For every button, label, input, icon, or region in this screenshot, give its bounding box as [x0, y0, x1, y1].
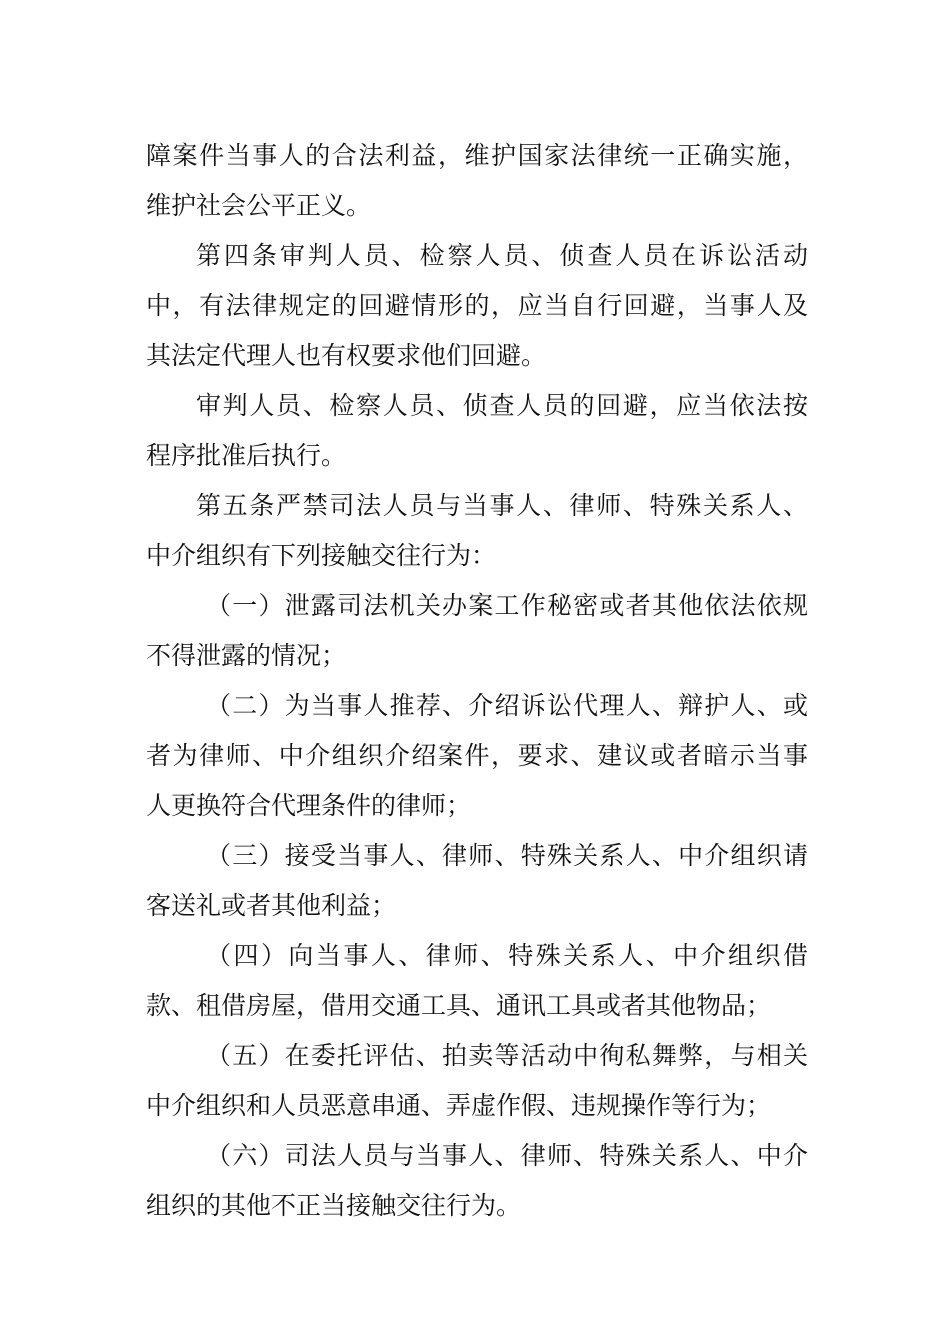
document-page: [146, 131, 808, 1231]
text-line: 组织的其他不正当接触交往行为。: [146, 1191, 522, 1220]
list-item-4: [146, 931, 808, 1031]
text-line: 客送礼或者其他利益；: [146, 891, 397, 920]
text-line: 中介组织有下列接触交往行为：: [146, 541, 497, 570]
text-line: 维护社会公平正义。: [146, 191, 372, 220]
text-line: 程序批准后执行。: [146, 441, 347, 470]
text-line: 款、租借房屋，借用交通工具、通讯工具或者其他物品；: [146, 991, 772, 1020]
text-line: 中介组织和人员恶意串通、弄虚作假、违规操作等行为；: [146, 1091, 772, 1120]
text-line: 中，有法律规定的回避情形的，应当自行回避，当事人及: [146, 291, 808, 320]
text-line: （二）为当事人推荐、介绍诉讼代理人、辩护人、或: [206, 691, 808, 720]
paragraph-article-4: [146, 231, 808, 381]
text-line: 人更换符合代理条件的律师；: [146, 791, 472, 820]
list-item-3: [146, 831, 808, 931]
paragraph-article-5: [146, 481, 808, 581]
text-line: 者为律师、中介组织介绍案件，要求、建议或者暗示当事: [146, 741, 808, 770]
list-item-6: [146, 1131, 808, 1231]
text-line: （四）向当事人、律师、特殊关系人、中介组织借: [206, 941, 808, 970]
paragraph-continuation: [146, 131, 808, 231]
text-line: 障案件当事人的合法利益，维护国家法律统一正确实施，: [146, 141, 808, 170]
paragraph-article-4-para-2: [146, 381, 808, 481]
list-item-1: [146, 581, 808, 681]
list-item-5: [146, 1031, 808, 1131]
text-line: （六）司法人员与当事人、律师、特殊关系人、中介: [206, 1141, 808, 1170]
text-line: （五）在委托评估、拍卖等活动中徇私舞弊，与相关: [206, 1041, 808, 1070]
text-line: （一）泄露司法机关办案工作秘密或者其他依法依规: [206, 591, 808, 620]
text-line: 审判人员、检察人员、侦查人员的回避，应当依法按: [196, 391, 808, 420]
list-item-2: [146, 681, 808, 831]
text-line: 第四条审判人员、检察人员、侦查人员在诉讼活动: [196, 241, 808, 270]
text-line: 其法定代理人也有权要求他们回避。: [146, 341, 547, 370]
text-line: 第五条严禁司法人员与当事人、律师、特殊关系人、: [196, 491, 808, 520]
text-line: （三）接受当事人、律师、特殊关系人、中介组织请: [206, 841, 808, 870]
text-line: 不得泄露的情况；: [146, 641, 347, 670]
